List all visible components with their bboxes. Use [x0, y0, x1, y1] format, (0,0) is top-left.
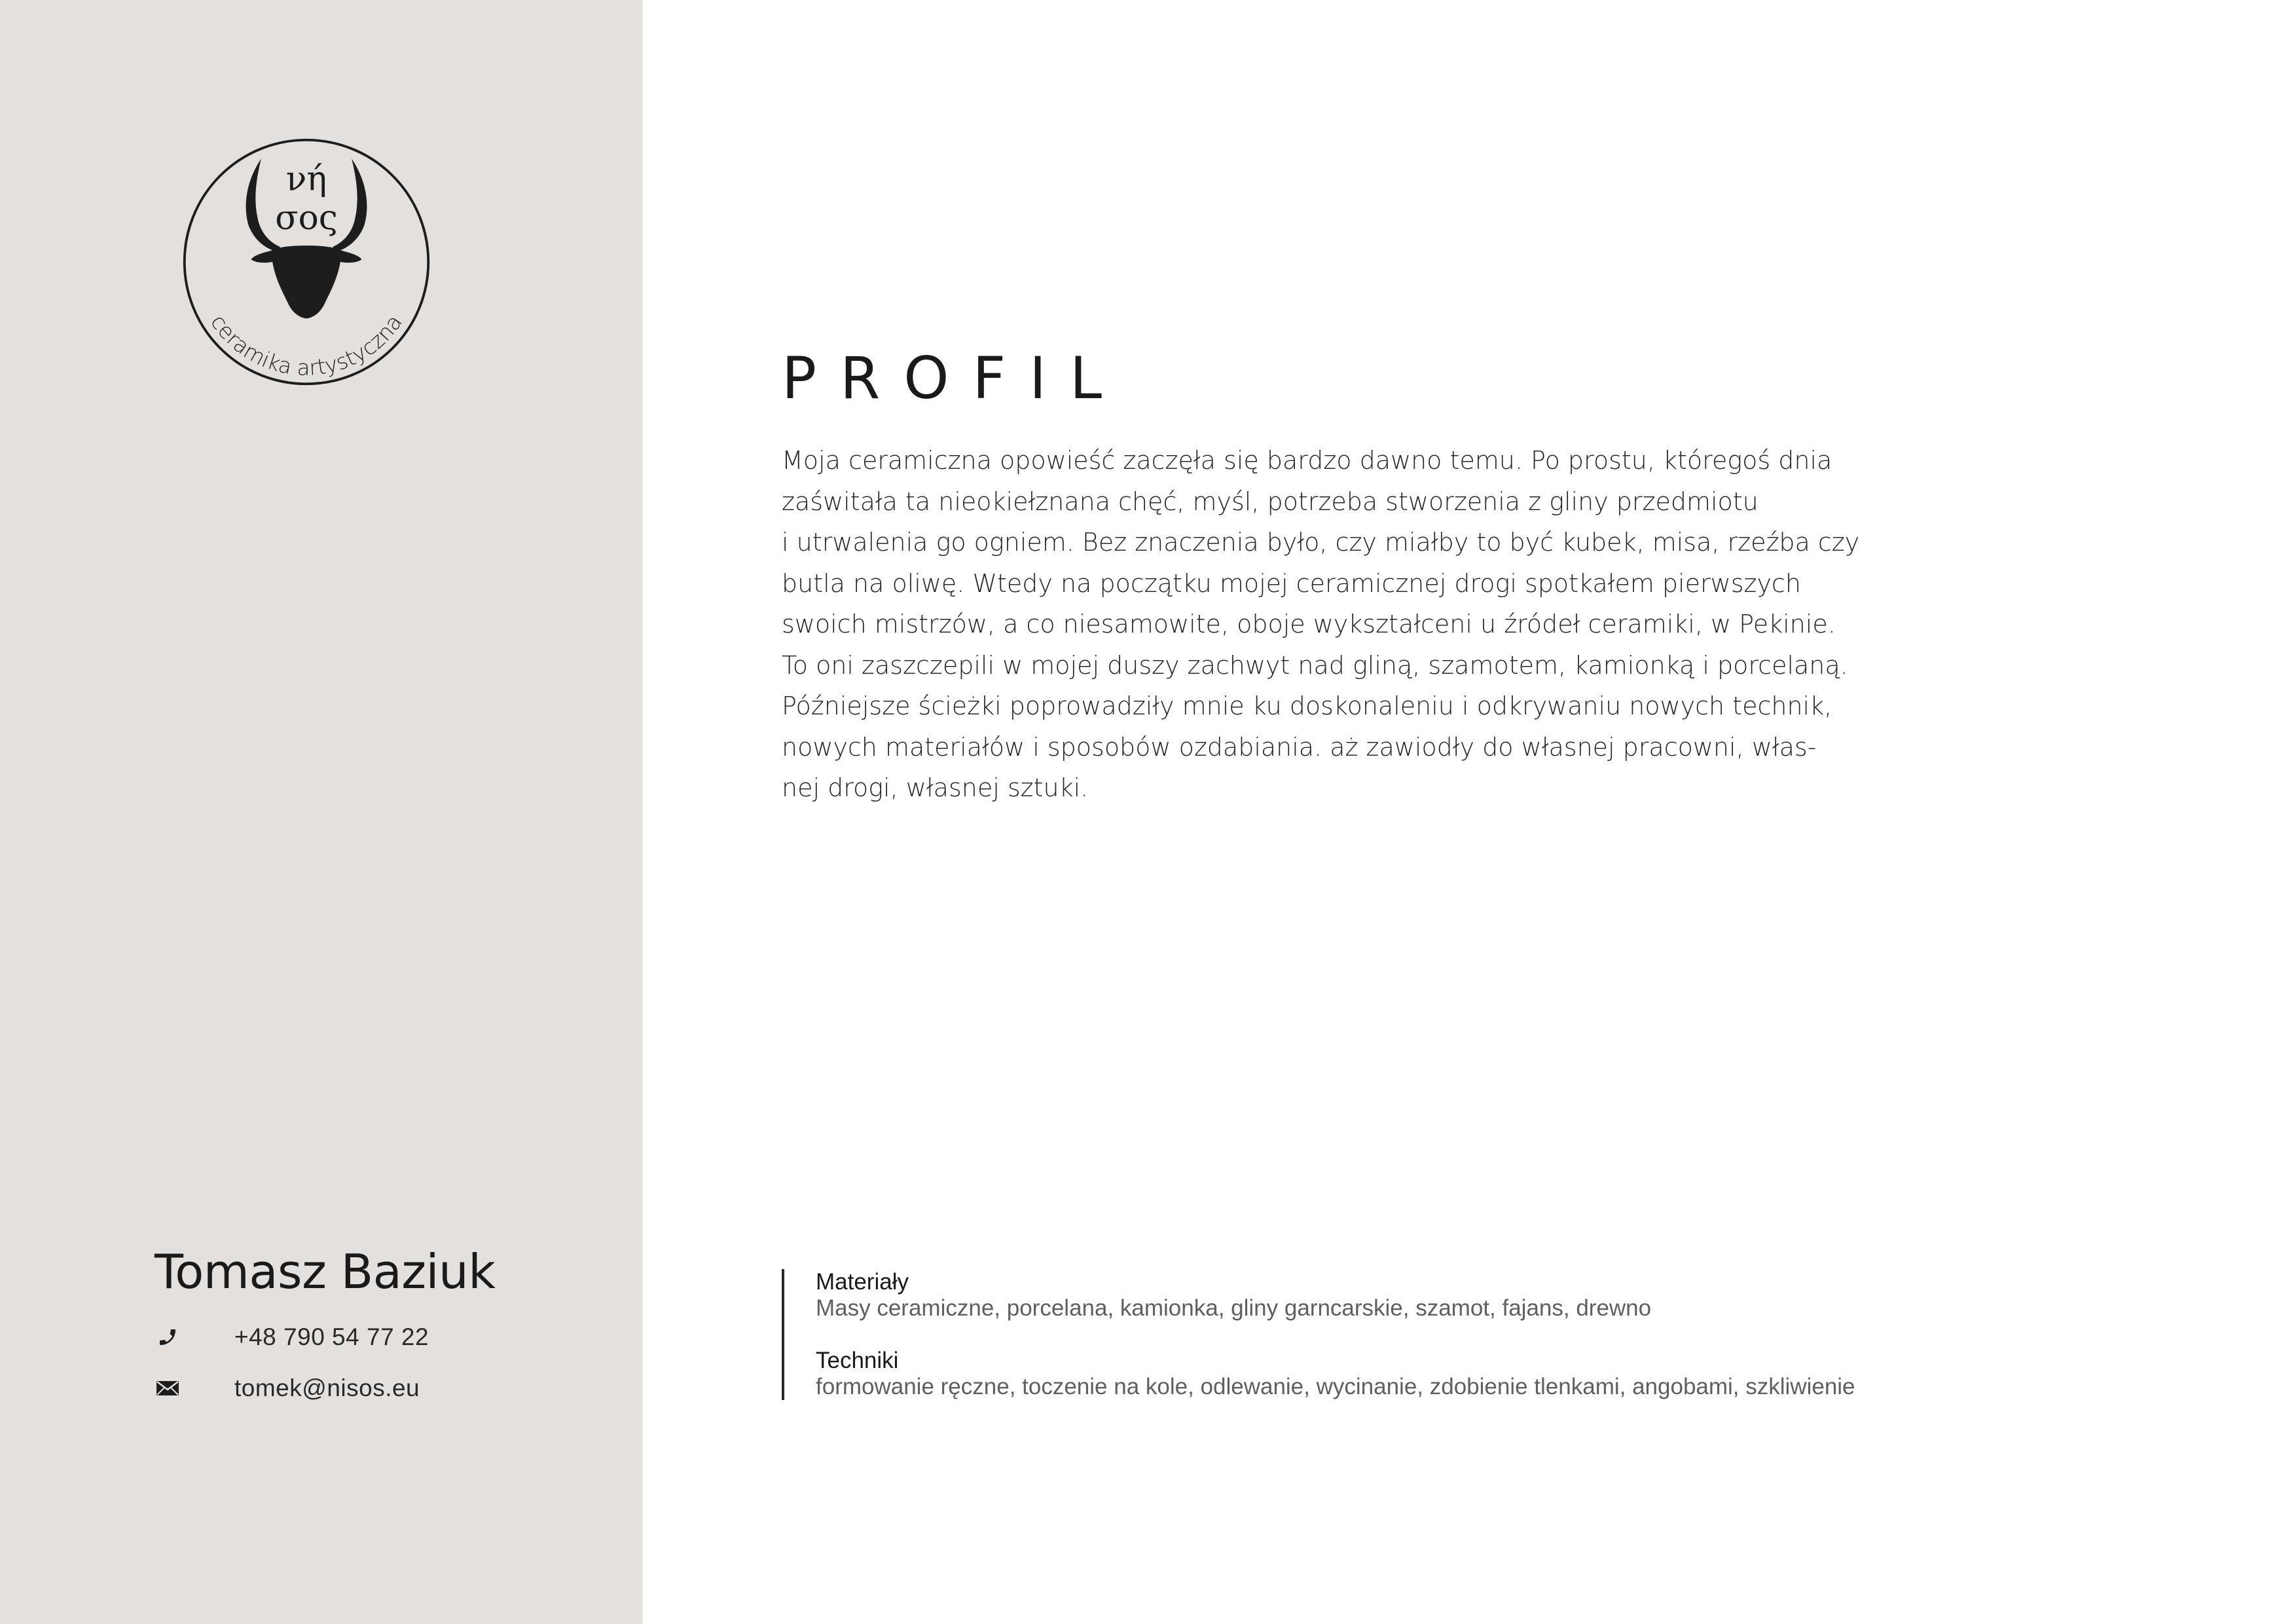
techniques-label: Techniki — [816, 1348, 899, 1373]
profile-line: Późniejsze ścieżki poprowadziły mnie ku doskonaleniu i odkrywaniu nowych technik, — [782, 692, 1832, 720]
person-name: Tomasz Baziuk — [155, 1244, 496, 1299]
profile-line: butla na oliwę. Wtedy na początku mojej ceramicznej drogi spotkałem pierwszych — [782, 568, 1801, 598]
profile-line: nej drogi, własnej sztuki. — [782, 773, 1089, 802]
logo-tagline — [206, 310, 407, 380]
envelope-icon — [155, 1375, 181, 1401]
email-address[interactable]: tomek@nisos.eu — [234, 1375, 420, 1401]
profile-line: zaświtała ta nieokiełznana chęć, myśl, potrzeba stworzenia z gliny przedmiotu — [782, 487, 1758, 516]
logo-greek-bottom: σος — [275, 198, 338, 238]
contact-email-row — [155, 1369, 420, 1408]
profile-line: nowych materiałów i sposobów ozdabiania. aż zawiodły do własnej pracowni, włas- — [782, 732, 1817, 762]
profile-line: i utrwalenia go ogniem. Bez znaczenia było, czy miałby to być kubek, misa, rzeźba czy — [782, 528, 1860, 557]
logo — [181, 136, 432, 388]
contact-phone-row — [155, 1318, 429, 1357]
logo-greek-top: νή — [285, 159, 327, 199]
profile-heading: PROFIL — [782, 344, 1126, 412]
profile-line: swoich mistrzów, a co niesamowite, oboje wykształceni u źródeł ceramiki, w Pekinie. — [782, 610, 1836, 638]
phone-number[interactable]: +48 790 54 77 22 — [234, 1323, 429, 1350]
logo-tagline-text: ceramika artystyczna — [206, 310, 407, 381]
sidebar — [0, 0, 642, 1624]
materials-label: Materiały — [816, 1269, 909, 1295]
techniques-value: formowanie ręczne, toczenie na kole, odlewanie, wycinanie, zdobienie tlenkami, angobami, szkliwienie — [816, 1374, 1855, 1399]
materials-value: Masy ceramiczne, porcelana, kamionka, gliny garncarskie, szamot, fajans, drewno — [816, 1295, 1652, 1321]
phone-icon — [155, 1324, 181, 1350]
profile-text — [782, 440, 1860, 809]
profile-line: To oni zaszczepili w mojej duszy zachwyt nad gliną, szamotem, kamionką i porcelaną. — [782, 650, 1848, 680]
profile-line: Moja ceramiczna opowieść zaczęła się bardzo dawno temu. Po prostu, któregoś dnia — [782, 446, 1832, 475]
details-section — [782, 1269, 2028, 1400]
